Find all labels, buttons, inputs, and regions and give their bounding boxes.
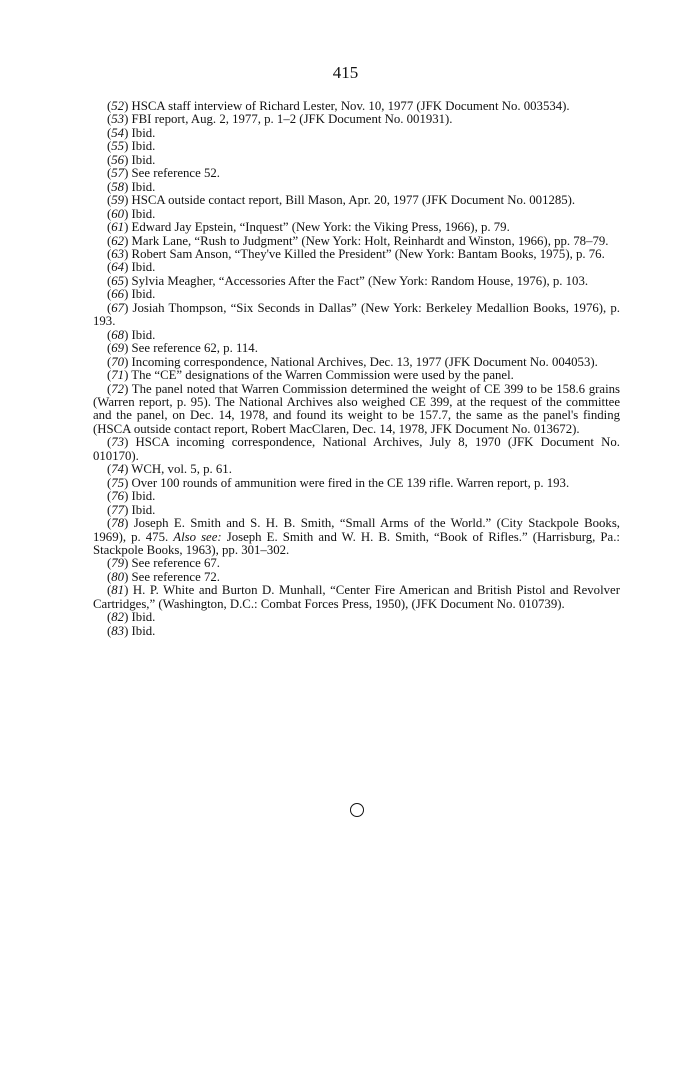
endnote-number: 81 — [111, 583, 125, 598]
endnote-number: 80 — [111, 569, 125, 584]
endnote-number: 68 — [111, 327, 125, 342]
endnote-text: WCH, vol. 5, p. 61. — [131, 462, 232, 477]
endnote-58: (58) Ibid. — [107, 179, 156, 194]
endnote-text: Josiah Thompson, “Six Seconds in Dallas” (New York: Berkeley Medallion Books, 1976), p. 193. — [93, 300, 620, 329]
endnote-67: (67) Josiah Thompson, “Six Seconds in Dallas” (New York: Berkeley Medallion Books, 1976), p. 193. — [93, 300, 620, 329]
endnote-text: Mark Lane, “Rush to Judgment” (New York: Holt, Reinhardt and Winston, 1966), pp. 78–79. — [131, 233, 609, 248]
endnote-55: (55) Ibid. — [107, 139, 156, 154]
endnote-82: (82) Ibid. — [107, 610, 156, 625]
endnote-italic-text: Also see: — [173, 529, 222, 544]
endnote-text: Ibid. — [131, 206, 156, 221]
endnote-number: 78 — [111, 516, 125, 531]
endnote-number: 74 — [111, 462, 125, 477]
endnote-text: Ibid. — [131, 610, 156, 625]
endnote-54: (54) Ibid. — [107, 125, 156, 140]
endnote-number: 83 — [111, 623, 125, 638]
endnote-text: Ibid. — [131, 152, 156, 167]
endnote-number: 67 — [111, 300, 125, 315]
endnote-text: Ibid. — [131, 139, 156, 154]
endnote-74: (74) WCH, vol. 5, p. 61. — [107, 462, 232, 477]
endnote-text: Edward Jay Epstein, “Inquest” (New York: the Viking Press, 1966), p. 79. — [131, 220, 510, 235]
endnote-76: (76) Ibid. — [107, 489, 156, 504]
endnote-64: (64) Ibid. — [107, 260, 156, 275]
endnote-number: 53 — [111, 112, 125, 127]
endnote-text: Ibid. — [131, 623, 156, 638]
endnote-63: (63) Robert Sam Anson, “They've Killed the President” (New York: Bantam Books, 1975), p. 76. — [107, 246, 605, 261]
endnote-79: (79) See reference 67. — [107, 556, 220, 571]
endnote-61: (61) Edward Jay Epstein, “Inquest” (New York: the Viking Press, 1966), p. 79. — [107, 220, 510, 235]
endnote-75: (75) Over 100 rounds of ammunition were fired in the CE 139 rifle. Warren report, p. 193. — [107, 475, 570, 490]
endnote-number: 52 — [111, 99, 125, 113]
endnote-81: (81) H. P. White and Burton D. Munhall, “Center Fire American and British Pistol and Revolver Cartridges,” (Washington, D.C.: Combat Forces Press, 1950), (JFK Document No. 010739). — [93, 583, 620, 611]
endnote-number: 54 — [111, 125, 125, 140]
endnote-text: Ibid. — [131, 260, 156, 275]
endnote-number: 62 — [111, 233, 125, 248]
endnote-text: The panel noted that Warren Commission determined the weight of CE 399 to be 158.6 grains (Warren report, p. 95). The National Archives also weighed CE 399, at the request of the committee and the panel, on Dec. 14, 1978, and found its weight to be 157.7, the same as the panel's finding (HSCA outside contact report, Robert MacClaren, Dec. 14, 1978, JFK Document No. 013672). — [93, 381, 621, 436]
endnote-number: 64 — [111, 260, 125, 275]
endnote-number: 63 — [111, 246, 125, 261]
endnote-number: 73 — [111, 435, 125, 450]
endnote-62: (62) Mark Lane, “Rush to Judgment” (New York: Holt, Reinhardt and Winston, 1966), pp. 78–79. — [107, 233, 609, 248]
endnote-number: 59 — [111, 193, 125, 208]
endnote-53: (53) FBI report, Aug. 2, 1977, p. 1–2 (JFK Document No. 001931). — [107, 112, 453, 127]
endnote-number: 66 — [111, 287, 125, 302]
endnote-text: Ibid. — [131, 327, 156, 342]
endnote-number: 60 — [111, 206, 125, 221]
page-number: 415 — [332, 63, 359, 82]
endnote-text: Incoming correspondence, National Archives, Dec. 13, 1977 (JFK Document No. 004053). — [131, 354, 598, 369]
endnotes-list — [93, 100, 620, 638]
endnote-56: (56) Ibid. — [107, 152, 156, 167]
endnote-text: Ibid. — [131, 287, 156, 302]
endnote-text: See reference 72. — [131, 569, 220, 584]
endnote-number: 57 — [111, 166, 125, 181]
endnote-68: (68) Ibid. — [107, 327, 156, 342]
endnote-66: (66) Ibid. — [107, 287, 156, 302]
endnote-72: (72) The panel noted that Warren Commission determined the weight of CE 399 to be 158.6 grains (Warren report, p. 95). The National Archives also weighed CE 399, at the request of the committee and the panel, on Dec. 14, 1978, and found its weight to be 157.7, the same as the panel's finding (HSCA outside contact report, Robert MacClaren, Dec. 14, 1978, JFK Document No. 013672). — [93, 381, 621, 436]
endnote-77: (77) Ibid. — [107, 502, 156, 517]
endnote-text-continued: Joseph E. Smith and W. H. B. Smith, “Book of Rifles.” (Harrisburg, Pa.: Stackpole Books, 1963), pp. 301–302. — [93, 529, 620, 557]
endnote-number: 72 — [111, 381, 125, 396]
endnote-text: The “CE” designations of the Warren Commission were used by the panel. — [131, 368, 514, 383]
endnote-number: 70 — [111, 354, 125, 369]
endnote-number: 69 — [111, 341, 125, 356]
endnote-number: 65 — [111, 273, 125, 288]
endnote-78: (78) Joseph E. Smith and S. H. B. Smith, “Small Arms of the World.” (City Stackpole Books, 1969), p. 475. Also see: Joseph E. Smith and W. H. B. Smith, “Book of Rifles.” (Harrisburg, Pa.: Stackpole Books, 1963), pp. 301–302. — [93, 516, 620, 557]
endnote-69: (69) See reference 62, p. 114. — [107, 341, 258, 356]
endnote-57: (57) See reference 52. — [107, 166, 220, 181]
endnote-number: 55 — [111, 139, 125, 154]
endnote-text: Ibid. — [131, 125, 156, 140]
endnote-number: 76 — [111, 489, 125, 504]
endnote-number: 79 — [111, 556, 125, 571]
endnote-text: Ibid. — [131, 502, 156, 517]
endnote-text: See reference 52. — [131, 166, 220, 181]
endnote-text: Robert Sam Anson, “They've Killed the President” (New York: Bantam Books, 1975), p. 76. — [131, 246, 605, 261]
endnote-text: HSCA outside contact report, Bill Mason, Apr. 20, 1977 (JFK Document No. 001285). — [131, 193, 576, 208]
endnote-text: Sylvia Meagher, “Accessories After the Fact” (New York: Random House, 1976), p. 103. — [131, 273, 589, 288]
endnote-83: (83) Ibid. — [107, 623, 156, 638]
endnote-71: (71) The “CE” designations of the Warren Commission were used by the panel. — [107, 368, 514, 383]
endnote-text: H. P. White and Burton D. Munhall, “Center Fire American and British Pistol and Revolver Cartridges,” (Washington, D.C.: Combat Forces Press, 1950), (JFK Document No. 010739). — [93, 583, 620, 611]
endnote-text: Ibid. — [131, 489, 156, 504]
endnote-text: Joseph E. Smith and S. H. B. Smith, “Small Arms of the World.” (City Stackpole Books, 1969), p. 475. — [93, 516, 620, 544]
endnote-number: 75 — [111, 475, 125, 490]
endnote-number: 58 — [111, 179, 125, 194]
endnote-number: 61 — [111, 220, 125, 235]
endnote-73: (73) HSCA incoming correspondence, National Archives, July 8, 1970 (JFK Document No. 010170). — [93, 435, 620, 463]
endnote-number: 77 — [111, 502, 125, 517]
endnote-number: 56 — [111, 152, 125, 167]
endnote-80: (80) See reference 72. — [107, 569, 220, 584]
endnote-text: Ibid. — [131, 179, 156, 194]
end-of-section-circle-mark — [350, 803, 364, 817]
endnote-60: (60) Ibid. — [107, 206, 156, 221]
endnote-text: See reference 67. — [131, 556, 220, 571]
endnote-59: (59) HSCA outside contact report, Bill Mason, Apr. 20, 1977 (JFK Document No. 001285). — [107, 193, 576, 208]
endnote-52: (52) HSCA staff interview of Richard Lester, Nov. 10, 1977 (JFK Document No. 003534). — [107, 99, 570, 113]
endnote-text: HSCA staff interview of Richard Lester, Nov. 10, 1977 (JFK Document No. 003534). — [131, 99, 570, 113]
endnote-text: HSCA incoming correspondence, National Archives, July 8, 1970 (JFK Document No. 010170). — [93, 435, 620, 463]
endnote-70: (70) Incoming correspondence, National Archives, Dec. 13, 1977 (JFK Document No. 004053). — [107, 354, 598, 369]
endnote-number: 71 — [111, 368, 125, 383]
endnote-text: See reference 62, p. 114. — [131, 341, 258, 356]
endnote-text: Over 100 rounds of ammunition were fired in the CE 139 rifle. Warren report, p. 193. — [131, 475, 570, 490]
endnote-number: 82 — [111, 610, 125, 625]
endnote-text: FBI report, Aug. 2, 1977, p. 1–2 (JFK Document No. 001931). — [131, 112, 453, 127]
endnote-65: (65) Sylvia Meagher, “Accessories After the Fact” (New York: Random House, 1976), p. 103. — [107, 273, 589, 288]
